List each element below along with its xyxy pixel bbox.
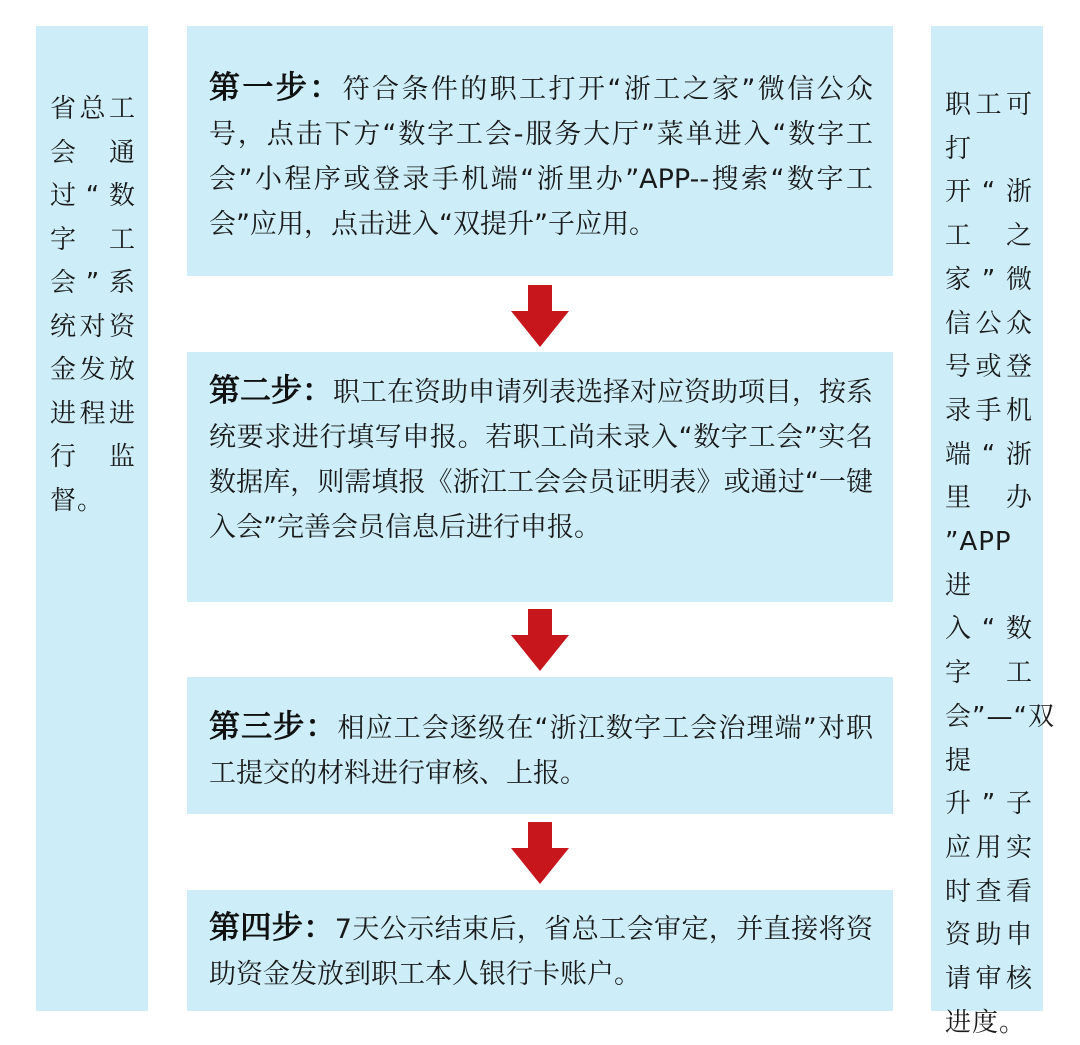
step-1-label: 第一步： [209, 70, 343, 106]
step-3-box [187, 677, 893, 814]
step-1-box [187, 26, 893, 276]
step-4-content [209, 906, 873, 997]
step-3-label: 第三步： [209, 709, 338, 745]
step-4-box [187, 890, 893, 1011]
left-panel [36, 26, 148, 1011]
step-4-text: 7天公示结束后，省总工会审定，并直接将资助资金发放到职工本人银行卡账户。 [209, 914, 874, 990]
down-arrow-icon [511, 609, 569, 671]
right-panel [931, 26, 1055, 1038]
right-panel-text: 职工可打 开“浙工之家”微信公众号或登录手机 端“浙里办 ”APP进入“数字 工会”—“双提升”子应用实时查看资助申请审核进度。 [945, 90, 1055, 1038]
step-2-content [209, 369, 873, 550]
down-arrow-icon [511, 822, 569, 884]
step-3-text: 相应工会逐级在“浙江数字工会治理端”对职工提交的材料进行审核、上报。 [209, 713, 873, 789]
step-3-content [209, 705, 873, 796]
step-1-content [209, 66, 873, 247]
left-panel-text: 省总工会通过“数字工会”系统对资金发放进程进行监督。 [50, 94, 136, 516]
step-2-box [187, 352, 893, 602]
down-arrow-icon [511, 285, 569, 347]
step-2-text: 职工在资助申请列表选择对应资助项目，按系统要求进行填写申报。若职工尚未录入“数字工会”实名数据库，则需填报《浙江工会会员证明表》或通过“一键入会”完善会员信息后进行申报。 [209, 377, 873, 543]
step-4-label: 第四步： [209, 910, 335, 946]
step-2-label: 第二步： [209, 373, 333, 409]
step-1-text: 符合条件的职工打开“浙工之家”微信公众号，点击下方“数字工会-服务大厅”菜单进入“数字工会”小程序或登录手机端“浙里办”APP--搜索“数字工会”应用，点击进入“双提升”子应用。 [209, 74, 873, 240]
